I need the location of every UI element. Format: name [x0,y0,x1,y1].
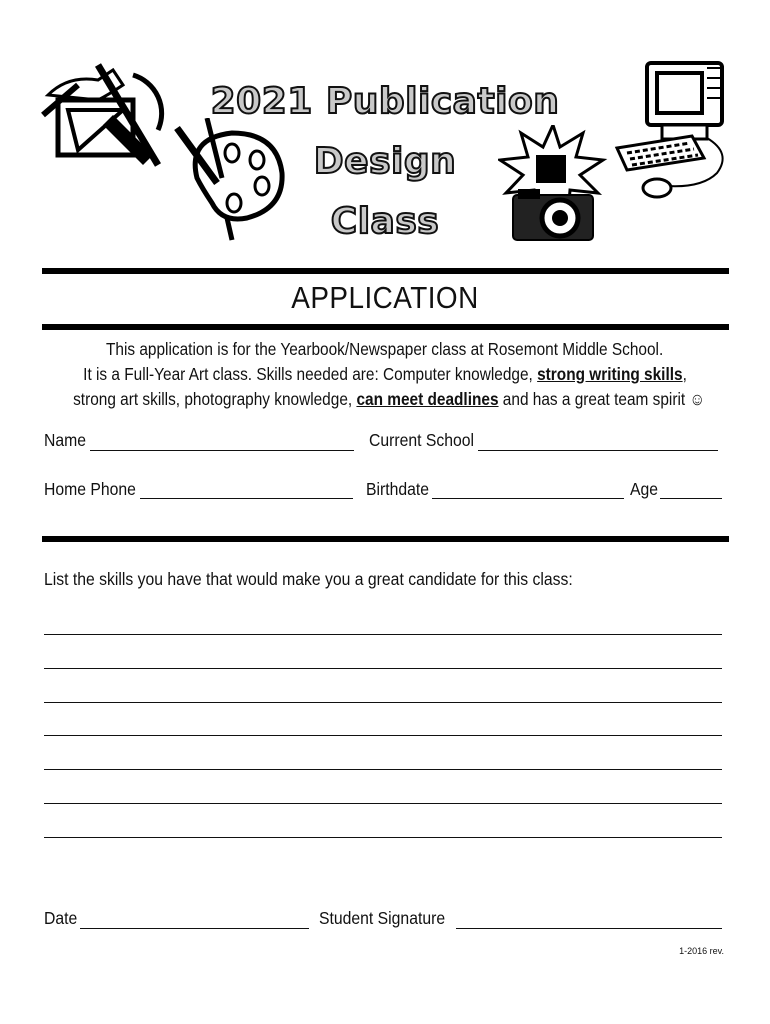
intro-paragraph [30,337,740,412]
home-phone-label [44,479,146,500]
intro-line-2-text: It is a Full-Year Art class. Skills needed are: Computer knowledge, [83,364,538,384]
name-label [44,430,91,451]
intro-line-1: This application is for the Yearbook/Newspaper class at Rosemont Middle School. [106,339,664,359]
page-title [180,72,590,252]
intro-line-2 [83,362,687,387]
name-field[interactable] [90,450,354,451]
home-phone-field[interactable] [140,498,353,499]
age-label-text: Age [630,479,659,499]
intro-line-3 [73,387,705,412]
skills-answer-line[interactable] [44,803,722,804]
skills-answer-line[interactable] [44,668,722,669]
date-field[interactable] [80,928,309,929]
intro-line-3-end: and has a great team spirit ☺ [498,389,706,409]
title-line-2: Design [313,141,457,182]
signature-field[interactable] [456,928,722,929]
computer-icon [612,58,737,203]
home-phone-label-text: Home Phone [44,479,136,499]
skills-answer-line[interactable] [44,702,722,703]
section-divider [42,536,729,542]
current-school-label-text: Current School [369,430,475,450]
signature-label [319,908,459,929]
current-school-label [369,430,486,451]
birthdate-label-text: Birthdate [366,479,430,499]
birthdate-field[interactable] [432,498,624,499]
emphasis-writing-skills: strong writing skills [537,364,683,384]
skills-prompt: List the skills you have that would make you a great candidate for this class: [44,569,573,589]
application-heading: APPLICATION [291,280,479,315]
date-label-text: Date [44,908,78,928]
drafting-tools-icon [38,55,168,175]
skills-answer-line[interactable] [44,735,722,736]
birthdate-label [366,479,436,500]
age-field[interactable] [660,498,722,499]
intro-line-2-punct: , [682,364,687,384]
skills-answer-line[interactable] [44,634,722,635]
age-label [630,479,661,500]
skills-answer-line[interactable] [44,837,722,838]
intro-line-3-text: strong art skills, photography knowledge, [73,389,357,409]
revision-note: 1-2016 rev. [679,946,724,956]
emphasis-deadlines: can meet deadlines [356,389,499,409]
top-divider [42,268,729,274]
title-line-1: 2021 Publication [210,81,560,122]
current-school-field[interactable] [478,450,718,451]
skills-answer-line[interactable] [44,769,722,770]
heading-divider [42,324,729,330]
date-label [44,908,81,929]
name-label-text: Name [44,430,87,450]
title-line-3: Class [330,201,440,242]
signature-label-text: Student Signature [319,908,446,928]
